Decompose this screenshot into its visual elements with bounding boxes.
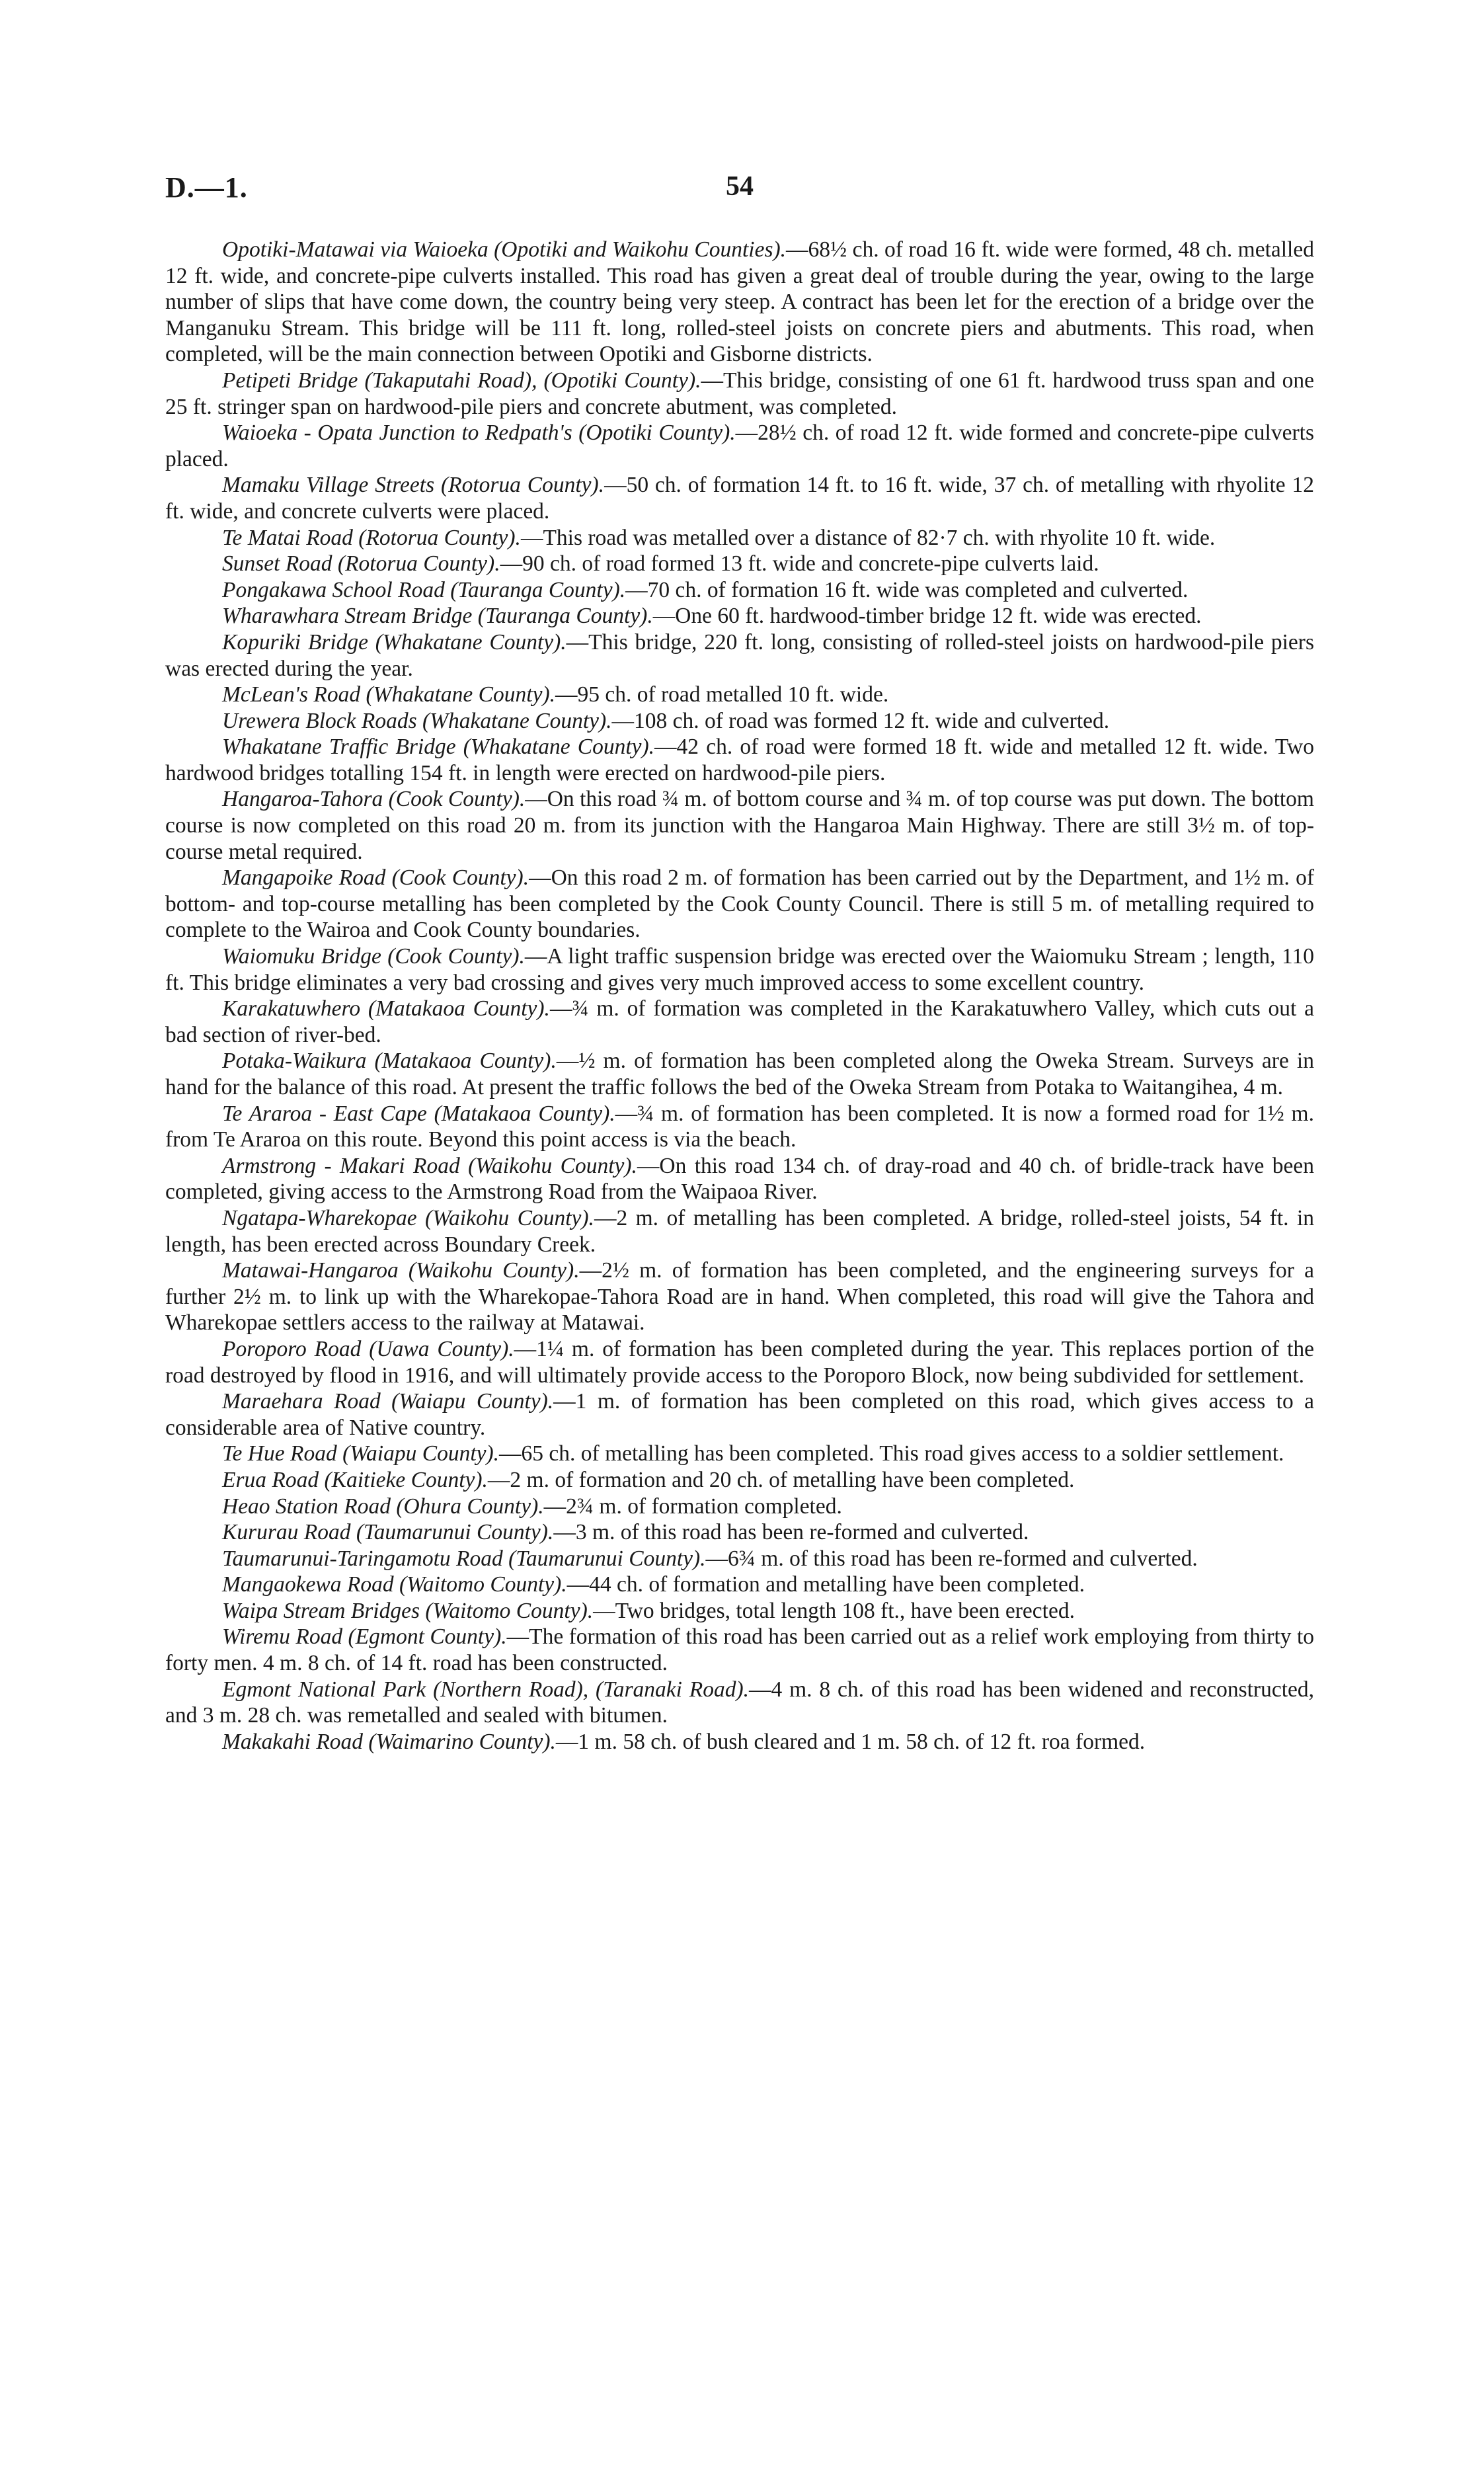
entry-text: —70 ch. of formation 16 ft. wide was completed and culverted. xyxy=(625,577,1189,602)
entry-text: —2½ m. of formation has been completed, and the engineering surveys for a further 2½ m. to link up with the Wharekopae-Tahora Road are in hand. When completed, this road will give the Tahora and Wharekopae settlers access to the railway at Matawai. xyxy=(165,1258,1314,1336)
entry-title: Taumarunui-Taringamotu Road (Taumarunui County). xyxy=(222,1546,706,1571)
entry-text: —The formation of this road has been carried out as a relief work employing from thirty to forty men. 4 m. 8 ch. of 14 ft. road has been constructed. xyxy=(165,1624,1314,1676)
entry-title: Wiremu Road (Egmont County). xyxy=(222,1624,507,1650)
road-entry xyxy=(165,603,1314,629)
entry-title: Waipa Stream Bridges (Waitomo County). xyxy=(222,1598,594,1623)
entry-text: —90 ch. of road formed 13 ft. wide and concrete-pipe culverts laid. xyxy=(500,551,1099,577)
entry-title: Te Hue Road (Waiapu County). xyxy=(222,1441,500,1466)
road-entry xyxy=(165,708,1314,735)
entry-text: —One 60 ft. hardwood-timber bridge 12 ft. wide was erected. xyxy=(652,604,1202,629)
entry-title: Petipeti Bridge (Takaputahi Road), (Opotiki County). xyxy=(222,368,701,393)
road-entry xyxy=(165,1677,1314,1729)
road-entry xyxy=(165,368,1314,420)
entry-title: Waioeka - Opata Junction to Redpath's (Opotiki County). xyxy=(222,420,736,446)
road-entry xyxy=(165,1101,1314,1153)
entry-title: Mangaokewa Road (Waitomo County). xyxy=(222,1572,567,1597)
document-reference: D.—1. xyxy=(165,171,248,204)
road-entry xyxy=(165,237,1314,368)
entry-title: Pongakawa School Road (Tauranga County). xyxy=(222,577,626,602)
entry-title: Te Matai Road (Rotorua County). xyxy=(222,525,521,550)
entry-text: —2 m. of formation and 20 ch. of metalling have been completed. xyxy=(487,1467,1075,1492)
entry-text: —65 ch. of metalling has been completed. This road gives access to a soldier settlement. xyxy=(499,1441,1284,1466)
road-entry xyxy=(165,1729,1314,1755)
road-entry xyxy=(165,1153,1314,1205)
entry-title: Potaka-Waikura (Matakaoa County). xyxy=(222,1049,557,1074)
road-entry xyxy=(165,1624,1314,1676)
road-entry xyxy=(165,629,1314,682)
entry-title: Opotiki-Matawai via Waioeka (Opotiki and Waikohu Counties). xyxy=(222,237,787,262)
report-body xyxy=(165,237,1314,1755)
entry-title: Matawai-Hangaroa (Waikohu County). xyxy=(222,1258,580,1283)
road-entry xyxy=(165,1572,1314,1598)
entry-title: McLean's Road (Whakatane County). xyxy=(222,682,555,707)
entry-title: Karakatuwhero (Matakaoa County). xyxy=(222,996,550,1021)
entry-title: Te Araroa - East Cape (Matakaoa County). xyxy=(222,1101,615,1126)
road-entry xyxy=(165,996,1314,1048)
road-entry xyxy=(165,472,1314,524)
entry-text: —This bridge, consisting of one 61 ft. hardwood truss span and one 25 ft. stringer span on hardwood-pile piers and concrete abutment, was completed. xyxy=(165,368,1314,419)
road-entry xyxy=(165,1048,1314,1100)
entry-title: Makakahi Road (Waimarino County). xyxy=(222,1729,556,1754)
entry-text: —1¼ m. of formation has been completed during the year. This replaces portion of the road destroyed by flood in 1916, and will ultimately provide access to the Poroporo Block, now being subdivided for settlement. xyxy=(165,1336,1314,1388)
entry-title: Ngatapa-Wharekopae (Waikohu County). xyxy=(222,1205,594,1230)
entry-text: —108 ch. of road was formed 12 ft. wide and culverted. xyxy=(611,708,1110,733)
road-entry xyxy=(165,1519,1314,1546)
entry-text: —This bridge, 220 ft. long, consisting of rolled-steel joists on hardwood-pile piers was erected during the year. xyxy=(165,629,1314,681)
page-header xyxy=(165,171,1314,217)
entry-text: —1 m. 58 ch. of bush cleared and 1 m. 58 ch. of 12 ft. roa formed. xyxy=(555,1729,1146,1754)
entry-text: —68½ ch. of road 16 ft. wide were formed, 48 ch. metalled 12 ft. wide, and concrete-pipe culverts installed. This road has given a great deal of trouble during the year, owing to the large number of slips that have come down, the country being very steep. A contract has been let for the erection of a bridge over the Manganuku Stream. This bridge will be 111 ft. long, rolled-steel joists on concrete piers and abutments. This road, when completed, will be the main connection between Opotiki and Gisborne districts. xyxy=(165,237,1314,367)
entry-title: Waiomuku Bridge (Cook County). xyxy=(222,944,525,969)
entry-text: —42 ch. of road were formed 18 ft. wide and metalled 12 ft. wide. Two hardwood bridges totalling 154 ft. in length were erected on hardwood-pile piers. xyxy=(165,735,1314,785)
entry-text: —1 m. of formation has been completed on this road, which gives access to a considerable area of Native country. xyxy=(165,1389,1314,1440)
entry-title: Maraehara Road (Waiapu County). xyxy=(222,1389,554,1414)
entry-text: —95 ch. of road metalled 10 ft. wide. xyxy=(555,682,889,707)
entry-title: Mamaku Village Streets (Rotorua County). xyxy=(222,473,605,498)
entry-text: —3 m. of this road has been re-formed and culverted. xyxy=(553,1520,1029,1545)
entry-title: Kopuriki Bridge (Whakatane County). xyxy=(222,629,566,655)
road-entry xyxy=(165,734,1314,786)
entry-title: Mangapoike Road (Cook County). xyxy=(222,865,529,891)
entry-title: Hangaroa-Tahora (Cook County). xyxy=(222,787,526,812)
road-entry xyxy=(165,1598,1314,1624)
road-entry xyxy=(165,577,1314,604)
entry-text: —On this road 134 ch. of dray-road and 40 ch. of bridle-track have been completed, giving access to the Armstrong Road from the Waipaoa River. xyxy=(165,1153,1314,1205)
road-entry xyxy=(165,525,1314,551)
road-entry xyxy=(165,1441,1314,1467)
entry-title: Sunset Road (Rotorua County). xyxy=(222,551,500,577)
road-entry xyxy=(165,420,1314,472)
entry-title: Kururau Road (Taumarunui County). xyxy=(222,1520,554,1545)
entry-text: —2 m. of metalling has been completed. A bridge, rolled-steel joists, 54 ft. in length, has been erected across Boundary Creek. xyxy=(165,1205,1314,1257)
entry-text: —On this road ¾ m. of bottom course and ¾ m. of top course was put down. The bottom course is now completed on this road 20 m. from its junction with the Hangaroa Main Highway. There are still 3½ m. of top-course metal required. xyxy=(165,787,1314,864)
page-number: 54 xyxy=(726,171,754,202)
entry-text: —¾ m. of formation was completed in the Karakatuwhero Valley, which cuts out a bad section of river-bed. xyxy=(165,996,1315,1047)
entry-text: —A light traffic suspension bridge was erected over the Waiomuku Stream ; length, 110 ft. This bridge eliminates a very bad crossing and gives very much improved access to some excellent country. xyxy=(165,944,1314,995)
entry-text: —Two bridges, total length 108 ft., have been erected. xyxy=(593,1598,1075,1623)
road-entry xyxy=(165,1467,1314,1494)
entry-text: —4 m. 8 ch. of this road has been widened and reconstructed, and 3 m. 28 ch. was remetalled and sealed with bitumen. xyxy=(165,1677,1314,1728)
entry-text: —On this road 2 m. of formation has been carried out by the Department, and 1½ m. of bottom- and top-course metalling has been completed by the Cook County Council. There is still 5 m. of metalling required to complete to the Wairoa and Cook County boundaries. xyxy=(165,865,1314,943)
entry-text: —½ m. of formation has been completed along the Oweka Stream. Surveys are in hand for the balance of this road. At present the traffic follows the bed of the Oweka Stream from Potaka to Waitangihea, 4 m. xyxy=(165,1049,1314,1099)
road-entry xyxy=(165,943,1314,996)
entry-title: Egmont National Park (Northern Road), (Taranaki Road). xyxy=(222,1677,750,1702)
entry-text: —50 ch. of formation 14 ft. to 16 ft. wide, 37 ch. of metalling with rhyolite 12 ft. wide, and concrete culverts were placed. xyxy=(165,473,1314,524)
road-entry xyxy=(165,682,1314,708)
road-entry xyxy=(165,786,1314,865)
road-entry xyxy=(165,551,1314,577)
entry-text: —¾ m. of formation has been completed. It is now a formed road for 1½ m. from Te Araroa on this route. Beyond this point access is via the beach. xyxy=(165,1101,1314,1152)
road-entry xyxy=(165,1258,1314,1336)
entry-title: Whakatane Traffic Bridge (Whakatane County). xyxy=(222,735,655,760)
road-entry xyxy=(165,1546,1314,1572)
entry-text: —2¾ m. of formation completed. xyxy=(543,1494,842,1519)
road-entry xyxy=(165,1388,1314,1441)
entry-text: —28½ ch. of road 12 ft. wide formed and concrete-pipe culverts placed. xyxy=(165,420,1314,471)
entry-text: —This road was metalled over a distance of 82·7 ch. with rhyolite 10 ft. wide. xyxy=(520,525,1216,550)
entry-title: Wharawhara Stream Bridge (Tauranga County). xyxy=(222,604,653,629)
road-entry xyxy=(165,1336,1314,1388)
entry-title: Heao Station Road (Ohura County). xyxy=(222,1494,544,1519)
road-entry xyxy=(165,865,1314,943)
entry-text: —44 ch. of formation and metalling have been completed. xyxy=(566,1572,1085,1597)
entry-title: Armstrong - Makari Road (Waikohu County). xyxy=(222,1153,637,1178)
entry-title: Erua Road (Kaitieke County). xyxy=(222,1467,488,1492)
road-entry xyxy=(165,1494,1314,1520)
entry-text: —6¾ m. of this road has been re-formed and culverted. xyxy=(705,1546,1198,1571)
entry-title: Urewera Block Roads (Whakatane County). xyxy=(222,708,612,733)
road-entry xyxy=(165,1205,1314,1258)
entry-title: Poroporo Road (Uawa County). xyxy=(222,1336,514,1361)
